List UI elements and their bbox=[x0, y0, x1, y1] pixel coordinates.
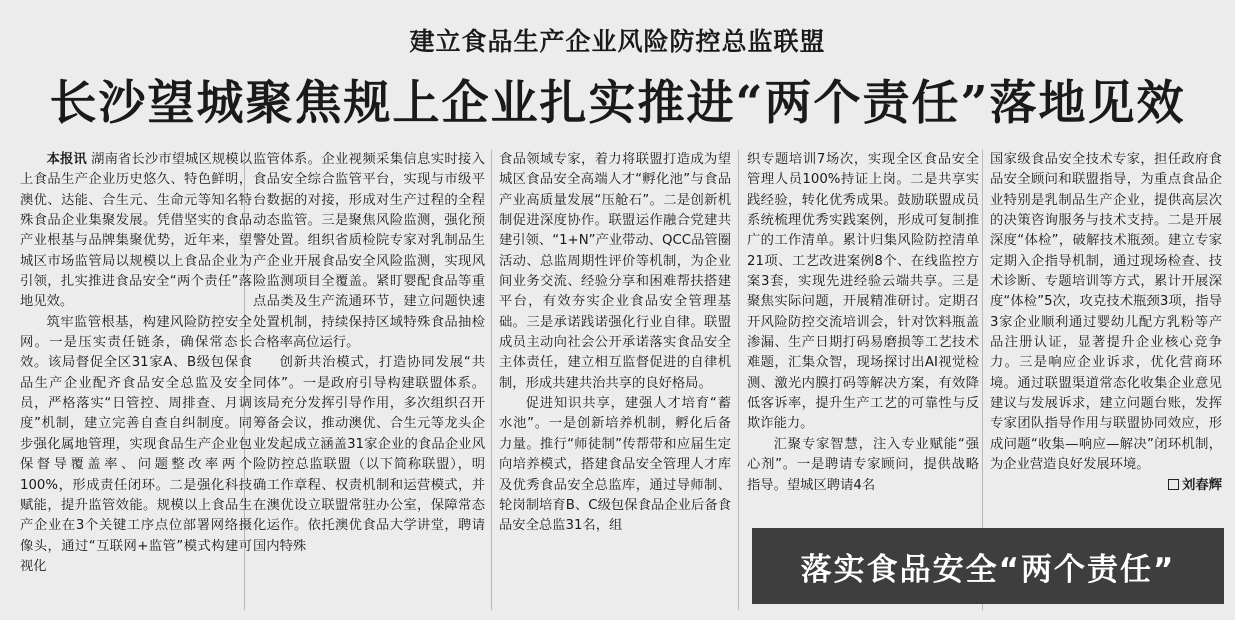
paragraph-text: 湖南省长沙市望城区规模以上食品生产企业历史悠久、特色鲜明，澳优、达能、合生元、生命元等知名特殊食品企业集聚发展。凭借坚实的食品产业根基与品牌集聚优势，近年来，望城区市场监管局以规模以上食品企业为引领，扎实推进食品安全“两个责任”落地见效。 bbox=[20, 152, 252, 310]
text-column-2 bbox=[253, 150, 485, 620]
highlight-banner: 落实食品安全“两个责任” bbox=[752, 528, 1224, 604]
article-headline: 长沙望城聚焦规上企业扎实推进“两个责任”落地见效 bbox=[49, 76, 1186, 131]
paragraph-text: 食品领域专家，着力将联盟打造成为望城区食品安全高端人才“孵化池”与食品产业高质量发展“压舱石”。二是创新机制促进深度协作。联盟运作融合党建共建引领、“1+N”产业带动、QCC品管圈活动、总监周期性评价等机制，为企业间业务交流、经验分享和困难帮扶搭建平台，有效夯实企业食品安全管理基础。三是承诺践诺强化行业自律。联盟成员主动向社会公开承诺落实食品安全主体责任，建立相互监督促进的自律机制，形成共建共治共享的良好格局。 bbox=[499, 152, 731, 391]
paragraph-text: 促进知识共享，建强人才培育“蓄水池”。一是创新培养机制，孵化后备力量。推行“师徒制”传帮带和应届生定向培养模式，搭建食品安全管理人才库及优秀食品安全总监库，通过导师制、轮岗制培育B、C级包保食品企业后备食品安全总监31名，组 bbox=[499, 396, 731, 534]
paragraph bbox=[499, 150, 731, 394]
paragraph-text: 汇聚专家智慧，注入专业赋能“强心剂”。一是聘请专家顾问，提供战略指导。望城区聘请4名 bbox=[747, 436, 979, 493]
paragraph bbox=[747, 150, 979, 435]
paragraph bbox=[253, 353, 485, 556]
paragraph-text: 监管体系。企业视频采集信息实时接入食品安全综合监管平台，实现与市级平台数据的对接，形成对生产过程的全程动态监管。三是聚焦风险监测，强化预警处置。组织省质检院专家对乳制品生产企业开展食品安全风险监测，实现风险监测项目全覆盖。紧盯婴配食品等重点品类及生产流通环节，建立问题快速处置机制，持续保持区域特殊食品抽检合格率高位运行。 bbox=[253, 152, 485, 351]
paragraph-text: 筑牢监管根基，构建风险防控安全网。一是压实责任链条，确保常态长效。该局督促全区31家A、B级包保食品生产企业配齐食品安全总监及安全员，严格落实“日管控、周排查、月调度”机制，建立完善自查自纠制度。同步强化属地管理，实现食品生产企业包保督导覆盖率、问题整改率两个100%，形成责任闭环。二是强化科技赋能，提升监管效能。规模以上食品生产企业在3个关键工序点位部署网络摄像头，通过“互联网+监管”模式构建可视化 bbox=[20, 314, 252, 574]
paragraph bbox=[990, 150, 1222, 476]
column-divider bbox=[491, 150, 492, 610]
author-byline bbox=[990, 476, 1222, 496]
byline-box-icon bbox=[1168, 479, 1179, 490]
paragraph bbox=[253, 150, 485, 353]
paragraph-text: 创新共治模式，打造协同发展“共同体”。一是政府引导构建联盟体系。该局充分发挥引导作用，多次组织召开筹备会议，推动澳优、合生元等龙头企业发起成立涵盖31家企业的食品企业风险防控总监联盟（以下简称联盟），明确工作章程、权责机制和运营模式，并在澳优设立联盟常驻办公室，保障常态化运作。依托澳优食品大学讲堂，聘请国内特殊 bbox=[253, 355, 485, 554]
paragraph bbox=[499, 394, 731, 536]
paragraph-text: 国家级食品安全技术专家，担任政府食品安全顾问和联盟指导，为重点食品企业特别是乳制品生产企业，提供高层次的决策咨询服务与技术支持。二是开展深度“体检”，破解技术瓶颈。建立专家定期入企指导机制，通过现场检查、技术诊断、专题培训等方式，累计开展深度“体检”5次，攻克技术瓶颈3项，指导3家企业顺利通过婴幼儿配方乳粉等产品注册认证，显著提升企业核心竞争力。三是响应企业诉求，优化营商环境。通过联盟渠道常态化收集企业意见建议与发展诉求，建立问题台账，发挥专家团队指导作用与联盟协同效应，形成问题“收集—响应—解决”闭环机制，为企业营造良好发展环境。 bbox=[990, 152, 1222, 473]
article-subtitle: 建立食品生产企业风险防控总监联盟 bbox=[409, 27, 826, 56]
column-divider bbox=[738, 150, 739, 610]
text-column-3 bbox=[499, 150, 731, 620]
paragraph bbox=[20, 150, 252, 313]
text-column-1 bbox=[20, 150, 252, 620]
paragraph-text: 织专题培训7场次，实现全区食品安全管理人员100%持证上岗。二是共享实践经验，转化优秀成果。鼓励联盟成员系统梳理优秀实践案例，形成可复制推广的工作清单。累计归集风险防控清单21项、工艺改进案例8个、在线监控方案3套，实现先进经验云端共享。三是聚焦实际问题，开展精准研讨。定期召开风险防控交流培训会，针对饮料瓶盖渗漏、生产日期打码易磨损等工艺技术难题，汇集众智，现场探讨出AI视觉检测、激光内膜打码等解决方案，有效降低客诉率，提升生产工艺的可靠性与反欺诈能力。 bbox=[747, 152, 979, 432]
paragraph bbox=[20, 313, 252, 577]
paragraph bbox=[747, 435, 979, 496]
author-name: 刘春辉 bbox=[1182, 477, 1222, 493]
dateline-lead: 本报讯 bbox=[46, 152, 87, 167]
